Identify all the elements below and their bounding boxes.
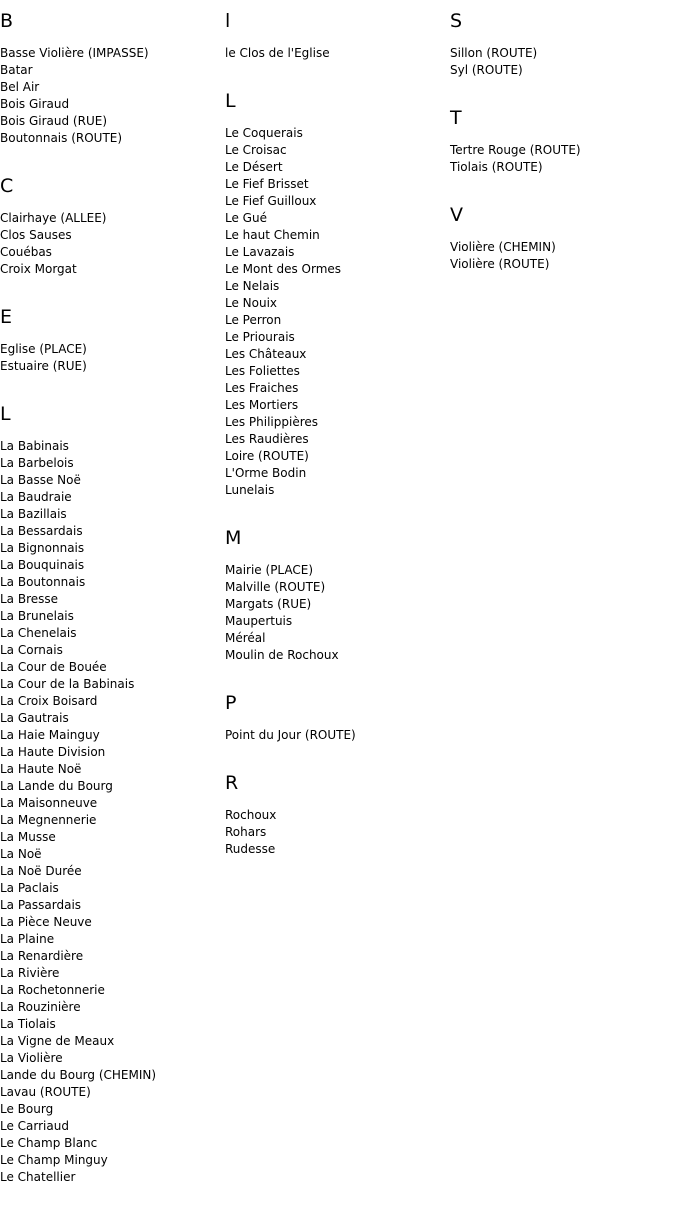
street-index-column-2 (225, 9, 450, 885)
street-entry: La Passardais (0, 898, 82, 912)
street-entry: La Gautrais (0, 711, 69, 725)
street-entry: Eglise (PLACE) (0, 342, 87, 356)
street-entry: La Lande du Bourg (0, 779, 113, 793)
letter-section (450, 9, 675, 79)
street-entry: Les Mortiers (225, 398, 299, 412)
section-letter-heading: E (0, 306, 13, 328)
street-entry: Rochoux (225, 808, 277, 822)
street-entry: Méréal (225, 631, 266, 645)
street-entry: La Bessardais (0, 524, 83, 538)
street-entry: Bois Giraud (0, 97, 70, 111)
street-entry: Maupertuis (225, 614, 293, 628)
street-entry: La Rochetonnerie (0, 983, 105, 997)
street-entry: La Pièce Neuve (0, 915, 92, 929)
street-entry: Les Foliettes (225, 364, 300, 378)
street-entry: Boutonnais (ROUTE) (0, 131, 123, 145)
street-entry: La Tiolais (0, 1017, 56, 1031)
street-entry: Le Carriaud (0, 1119, 69, 1133)
street-entry: La Boutonnais (0, 575, 86, 589)
street-entry: Batar (0, 63, 33, 77)
street-list (450, 239, 675, 273)
letter-section (225, 771, 450, 858)
section-letter-heading: l (225, 10, 231, 32)
street-entry: Margats (RUE) (225, 597, 312, 611)
street-entry: La Cornais (0, 643, 63, 657)
street-entry: Lunelais (225, 483, 275, 497)
street-entry: La Cour de la Babinais (0, 677, 135, 691)
street-entry: La Cour de Bouée (0, 660, 107, 674)
letter-section (225, 691, 450, 744)
letter-section (0, 402, 225, 1186)
street-entry: La Renardière (0, 949, 84, 963)
street-entry: La Chenelais (0, 626, 77, 640)
street-entry: Bel Air (0, 80, 40, 94)
street-entry: La Baudraie (0, 490, 72, 504)
street-entry: Le Champ Minguy (0, 1153, 108, 1167)
street-index-column-1 (0, 9, 225, 1213)
street-entry: Le Coquerais (225, 126, 303, 140)
street-entry: La Haute Division (0, 745, 106, 759)
street-entry: le Clos de l'Eglise (225, 46, 330, 60)
section-letter-heading: V (450, 204, 463, 226)
street-entry: Le Bourg (0, 1102, 54, 1116)
street-entry: Rudesse (225, 842, 276, 856)
street-entry: La Haute Noë (0, 762, 82, 776)
street-entry: Malville (ROUTE) (225, 580, 326, 594)
street-entry: Le haut Chemin (225, 228, 320, 242)
street-entry: Le Désert (225, 160, 283, 174)
street-entry: La Croix Boisard (0, 694, 98, 708)
street-entry: La Musse (0, 830, 56, 844)
street-entry: Bois Giraud (RUE) (0, 114, 107, 128)
street-entry: Clairhaye (ALLEE) (0, 211, 107, 225)
street-entry: La Babinais (0, 439, 69, 453)
street-index-column-3 (450, 9, 675, 300)
street-entry: Le Fief Brisset (225, 177, 309, 191)
street-entry: Loire (ROUTE) (225, 449, 309, 463)
street-entry: La Vigne de Meaux (0, 1034, 115, 1048)
street-list (225, 562, 450, 664)
street-entry: L'Orme Bodin (225, 466, 307, 480)
street-entry: Les Raudières (225, 432, 309, 446)
street-list (0, 210, 225, 278)
street-entry: Basse Violière (IMPASSE) (0, 46, 149, 60)
street-entry: La Barbelois (0, 456, 74, 470)
street-entry: La Megnennerie (0, 813, 97, 827)
street-entry: La Violière (0, 1051, 63, 1065)
section-letter-heading: L (0, 403, 11, 425)
street-entry: La Maisonneuve (0, 796, 98, 810)
street-entry: La Rivière (0, 966, 60, 980)
section-letter-heading: R (225, 772, 239, 794)
street-entry: Point du Jour (ROUTE) (225, 728, 356, 742)
street-entry: La Bresse (0, 592, 59, 606)
street-entry: Couébas (0, 245, 52, 259)
letter-section (0, 174, 225, 278)
street-entry: Violière (ROUTE) (450, 257, 550, 271)
street-entry: Violière (CHEMIN) (450, 240, 556, 254)
street-list (0, 438, 225, 1186)
street-entry: Syl (ROUTE) (450, 63, 523, 77)
street-list (225, 125, 450, 499)
street-entry: La Noë Durée (0, 864, 82, 878)
section-letter-heading: C (0, 175, 14, 197)
street-entry: La Rouzinière (0, 1000, 81, 1014)
street-entry: Le Priourais (225, 330, 295, 344)
section-letter-heading: S (450, 10, 463, 32)
street-entry: Le Champ Blanc (0, 1136, 98, 1150)
street-entry: La Bazillais (0, 507, 67, 521)
street-entry: La Basse Noë (0, 473, 81, 487)
street-entry: Estuaire (RUE) (0, 359, 87, 373)
letter-section (0, 9, 225, 147)
street-entry: Mairie (PLACE) (225, 563, 314, 577)
street-entry: Croix Morgat (0, 262, 77, 276)
street-entry: Lavau (ROUTE) (0, 1085, 91, 1099)
street-entry: Les Fraiches (225, 381, 299, 395)
letter-section (225, 9, 450, 62)
section-letter-heading: B (0, 10, 14, 32)
street-entry: Sillon (ROUTE) (450, 46, 538, 60)
street-entry: Le Nouix (225, 296, 278, 310)
letter-section (450, 106, 675, 176)
street-entry: Le Lavazais (225, 245, 295, 259)
letter-section (0, 305, 225, 375)
section-letter-heading: P (225, 692, 237, 714)
street-entry: Clos Sauses (0, 228, 72, 242)
street-entry: Le Gué (225, 211, 267, 225)
street-list (450, 45, 675, 79)
street-list (450, 142, 675, 176)
letter-section (450, 203, 675, 273)
street-entry: Le Nelais (225, 279, 280, 293)
street-list (225, 45, 450, 62)
street-entry: Moulin de Rochoux (225, 648, 339, 662)
street-entry: Le Mont des Ormes (225, 262, 342, 276)
street-entry: La Paclais (0, 881, 59, 895)
section-letter-heading: L (225, 90, 236, 112)
street-entry: Le Chatellier (0, 1170, 76, 1184)
street-entry: La Haie Mainguy (0, 728, 100, 742)
street-entry: Tertre Rouge (ROUTE) (450, 143, 581, 157)
street-entry: Le Croisac (225, 143, 287, 157)
street-entry: La Plaine (0, 932, 55, 946)
street-list (0, 341, 225, 375)
street-entry: La Brunelais (0, 609, 74, 623)
street-list (225, 727, 450, 744)
section-letter-heading: T (450, 107, 462, 129)
street-list (225, 807, 450, 858)
street-entry: La Bouquinais (0, 558, 85, 572)
street-entry: Tiolais (ROUTE) (450, 160, 543, 174)
street-list (0, 45, 225, 147)
street-entry: Les Philippières (225, 415, 319, 429)
street-entry: Les Châteaux (225, 347, 307, 361)
street-entry: Rohars (225, 825, 267, 839)
street-entry: Le Perron (225, 313, 282, 327)
letter-section (225, 526, 450, 664)
street-entry: La Bignonnais (0, 541, 85, 555)
street-entry: Le Fief Guilloux (225, 194, 317, 208)
street-entry: La Noë (0, 847, 42, 861)
section-letter-heading: M (225, 527, 242, 549)
letter-section (225, 89, 450, 499)
street-entry: Lande du Bourg (CHEMIN) (0, 1068, 157, 1082)
